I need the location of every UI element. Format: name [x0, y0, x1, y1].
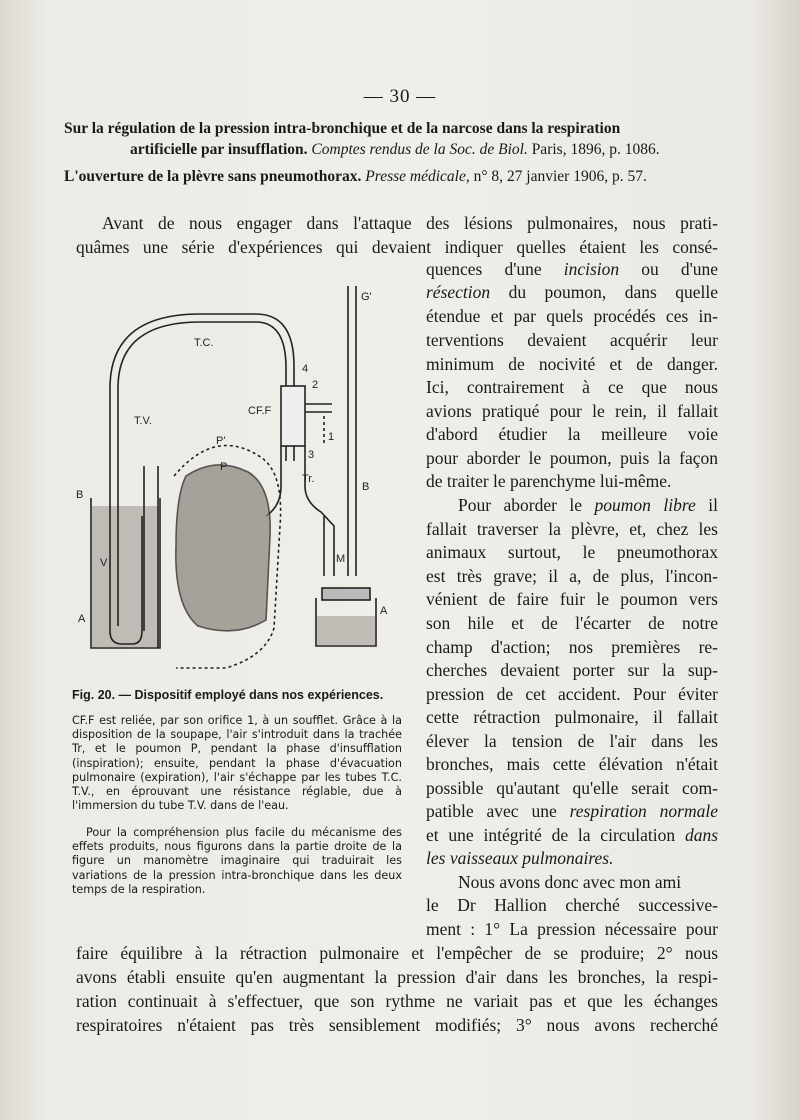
legend-text: Pour la compréhension plus facile du mécanisme des effets produits, nous figurons dans la partie droite de la figure un manomètre imaginaire qui traduirait les variations de la pression intra-bronchique dans les deux temps de la respiration.: [72, 826, 402, 896]
body-line: fallait traverser la plèvre, et, chez les: [426, 519, 718, 539]
reference-2-journal: Presse médicale,: [365, 168, 470, 185]
label-tv: T.V.: [134, 415, 152, 427]
body-line: Nous avons donc avec mon ami: [458, 872, 682, 892]
body-italic: poumon libre: [594, 495, 696, 515]
body-line: bronches, mais cette élévation n'était: [426, 754, 718, 774]
legend-text: CF.F est reliée, par son orifice 1, à un soufflet. Grâce à la disposition de la soupape, l'air s'introduit dans la trachée Tr, et le poumon P, pendant la phase d'insufflation (inspiration); ensuite, pendant la phase d'évacuation pulmonaire (expiration), l'air s'échappe par les tubes T.C. T.V., en éprouvant une résistance réglable, due à l'immersion du tube T.V. dans de l'eau.: [72, 714, 402, 813]
body-line: [426, 847, 718, 870]
body-line: est très grave; il a, de plus, l'incon-: [426, 566, 718, 586]
apparatus-figure: [66, 276, 406, 681]
body-italic: résection: [426, 282, 491, 302]
body-italic: dans: [684, 825, 718, 845]
body-line: [426, 824, 718, 847]
body-line: pression de cet accident. Pour éviter: [426, 684, 718, 704]
body-line: avons établi ensuite qu'en augmentant la pression d'air dans les bronches, la respi-: [76, 967, 718, 987]
body-line: [426, 281, 718, 304]
body-italic: les vaisseaux pulmonaires.: [426, 848, 614, 868]
label-m: M: [336, 553, 346, 565]
body-text: et une intégrité de la circulation: [426, 825, 685, 845]
label-p-prime: P': [216, 435, 226, 447]
body-line: animaux surtout, le pneumothorax: [426, 542, 718, 562]
body-line: étendue et par quels procédés ces in-: [426, 306, 718, 326]
body-line: [426, 258, 718, 281]
body-line: [426, 800, 718, 823]
lung: [176, 465, 270, 631]
body-line: vénient de faire fuir le poumon vers: [426, 589, 718, 609]
body-line: cherches devaient porter sur la sup-: [426, 660, 718, 680]
figure-legend-1: [72, 714, 402, 813]
reference-1-title-cont: artificielle par insufflation.: [130, 141, 308, 158]
body-line: de traiter le parenchyme lui-même.: [426, 471, 672, 491]
body-line: élever la tension de l'air dans les: [426, 731, 718, 751]
body-line: cette rétraction pulmonaire, il fallait: [426, 707, 718, 727]
body-text: il: [695, 495, 718, 515]
reference-1-line2: [64, 139, 724, 160]
page-number: — 30 —: [363, 86, 437, 107]
manometer-tube: [348, 286, 356, 576]
body-line: Avant de nous engager dans l'attaque des lésions pulmonaires, nous prati-: [102, 213, 718, 233]
body-line: quâmes une série d'expériences qui devaient indiquer quelles étaient les consé-: [76, 237, 718, 257]
label-b-right: B: [362, 481, 370, 493]
reference-1: [64, 118, 724, 160]
body-text: du poumon, dans quelle: [490, 282, 718, 302]
body-line: minimum de nocivité et de danger.: [426, 354, 718, 374]
body-line: ment : 1° La pression nécessaire pour: [426, 919, 718, 939]
body-line: pour aborder le poumon, puis la façon: [426, 448, 718, 468]
label-a-right: A: [380, 605, 388, 617]
reference-1-title: Sur la régulation de la pression intra-bronchique et de la narcose dans la respiration: [64, 120, 621, 137]
reference-1-details: Paris, 1896, p. 1086.: [531, 141, 660, 158]
body-line: [458, 494, 718, 517]
reference-1-journal: Comptes rendus de la Soc. de Biol.: [311, 141, 528, 158]
body-line: champ d'action; nos premières re-: [426, 637, 718, 657]
label-a-left: A: [78, 613, 86, 625]
body-line: d'abord étudier la meilleure voie: [426, 424, 718, 444]
figure-legend-2: [72, 826, 402, 897]
label-tr: Tr.: [302, 473, 315, 485]
body-line: possible qu'autant qu'elle serait com-: [426, 778, 718, 798]
label-tc: T.C.: [194, 337, 214, 349]
left-water: [92, 506, 159, 647]
reference-2-title: L'ouverture de la plèvre sans pneumothorax.: [64, 168, 362, 185]
body-line: faire équilibre à la rétraction pulmonaire et l'empêcher de se produire; 2° nous: [76, 943, 718, 963]
body-italic: respiration normale: [569, 801, 718, 821]
reference-2: [64, 166, 724, 187]
body-line: Ici, contrairement à ce que nous: [426, 377, 718, 397]
label-cff: CF.F: [248, 405, 272, 417]
label-2: 2: [312, 379, 319, 391]
body-line: le Dr Hallion cherché successive-: [426, 895, 718, 915]
label-p: P: [220, 461, 228, 473]
body-line: terventions devaient acquérir leur: [426, 330, 718, 350]
body-italic: incision: [563, 259, 620, 279]
label-g: G': [361, 291, 372, 303]
label-3: 3: [308, 449, 315, 461]
body-line: ration continuait à s'effectuer, que son rythme ne variait pas et que les échanges: [76, 991, 718, 1011]
label-v: V: [100, 557, 108, 569]
body-line: son hile et de l'écarter de notre: [426, 613, 718, 633]
label-b-left: B: [76, 489, 84, 501]
body-text: quences d'une: [426, 259, 564, 279]
label-4: 4: [302, 363, 309, 375]
figure-caption: Fig. 20. — Dispositif employé dans nos expériences.: [72, 688, 384, 702]
body-text: Pour aborder le: [458, 495, 595, 515]
reference-2-details: n° 8, 27 janvier 1906, p. 57.: [473, 168, 647, 185]
body-text: patible avec une: [426, 801, 570, 821]
cff-valve: [281, 386, 305, 446]
body-text: ou d'une: [619, 259, 718, 279]
body-line: respiratoires n'étaient pas très sensiblement modifiés; 3° nous avons recherché: [76, 1015, 718, 1035]
body-line: avions pratiqué pour le rein, il fallait: [426, 401, 718, 421]
label-1: 1: [328, 431, 335, 443]
